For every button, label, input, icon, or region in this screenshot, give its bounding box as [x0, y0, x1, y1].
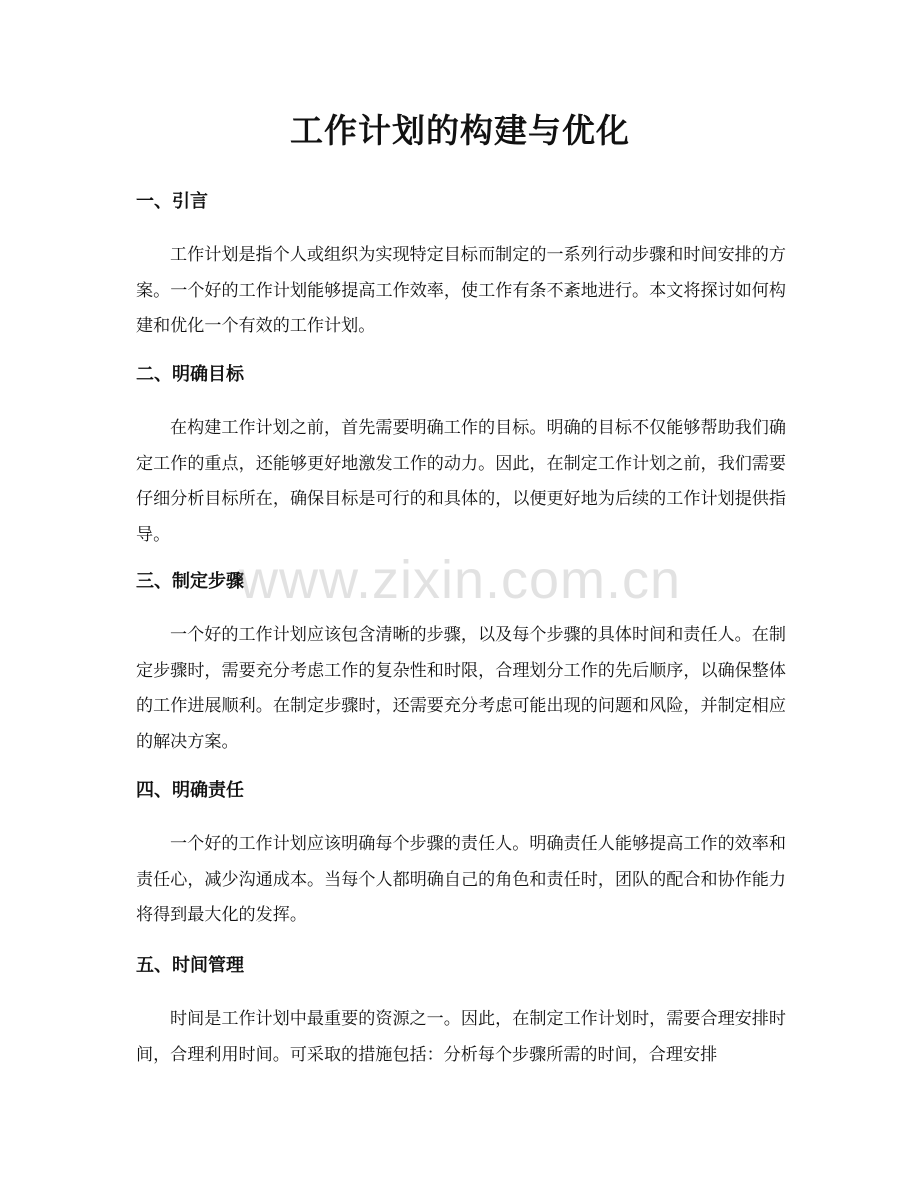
section-define-steps	[136, 569, 786, 760]
section-heading: 二、明确目标	[136, 364, 244, 385]
section-paragraph: 时间是工作计划中最重要的资源之一。因此，在制定工作计划时，需要合理安排时间，合理利用时间。可采取的措施包括：分析每个步骤所需的时间，合理安排	[136, 1009, 786, 1065]
section-time-management	[136, 953, 786, 1073]
section-paragraph: 工作计划是指个人或组织为实现特定目标而制定的一系列行动步骤和时间安排的方案。一个好的工作计划能够提高工作效率，使工作有条不紊地进行。本文将探讨如何构建和优化一个有效的工作计划。	[136, 245, 786, 336]
section-heading: 四、明确责任	[136, 780, 244, 801]
section-heading: 一、引言	[136, 191, 208, 212]
section-introduction	[136, 189, 786, 345]
watermark: www.zixin.com.cn	[238, 550, 682, 610]
section-heading: 五、时间管理	[136, 955, 244, 976]
section-paragraph: 一个好的工作计划应该包含清晰的步骤，以及每个步骤的具体时间和责任人。在制定步骤时，需要充分考虑工作的复杂性和时限，合理划分工作的先后顺序，以确保整体的工作进展顺利。在制定步骤时，还需要充分考虑可能出现的问题和风险，并制定相应的解决方案。	[136, 625, 786, 752]
section-heading: 三、制定步骤	[136, 571, 244, 592]
section-paragraph: 在构建工作计划之前，首先需要明确工作的目标。明确的目标不仅能够帮助我们确定工作的重点，还能够更好地激发工作的动力。因此，在制定工作计划之前，我们需要仔细分析目标所在，确保目标是可行的和具体的，以便更好地为后续的工作计划提供指导。	[136, 418, 786, 545]
section-clear-goals	[136, 362, 786, 553]
section-paragraph: 一个好的工作计划应该明确每个步骤的责任人。明确责任人能够提高工作的效率和责任心，减少沟通成本。当每个人都明确自己的角色和责任时，团队的配合和协作能力将得到最大化的发挥。	[136, 834, 786, 925]
section-clear-responsibility	[136, 778, 786, 934]
document-title: 工作计划的构建与优化	[290, 111, 630, 150]
